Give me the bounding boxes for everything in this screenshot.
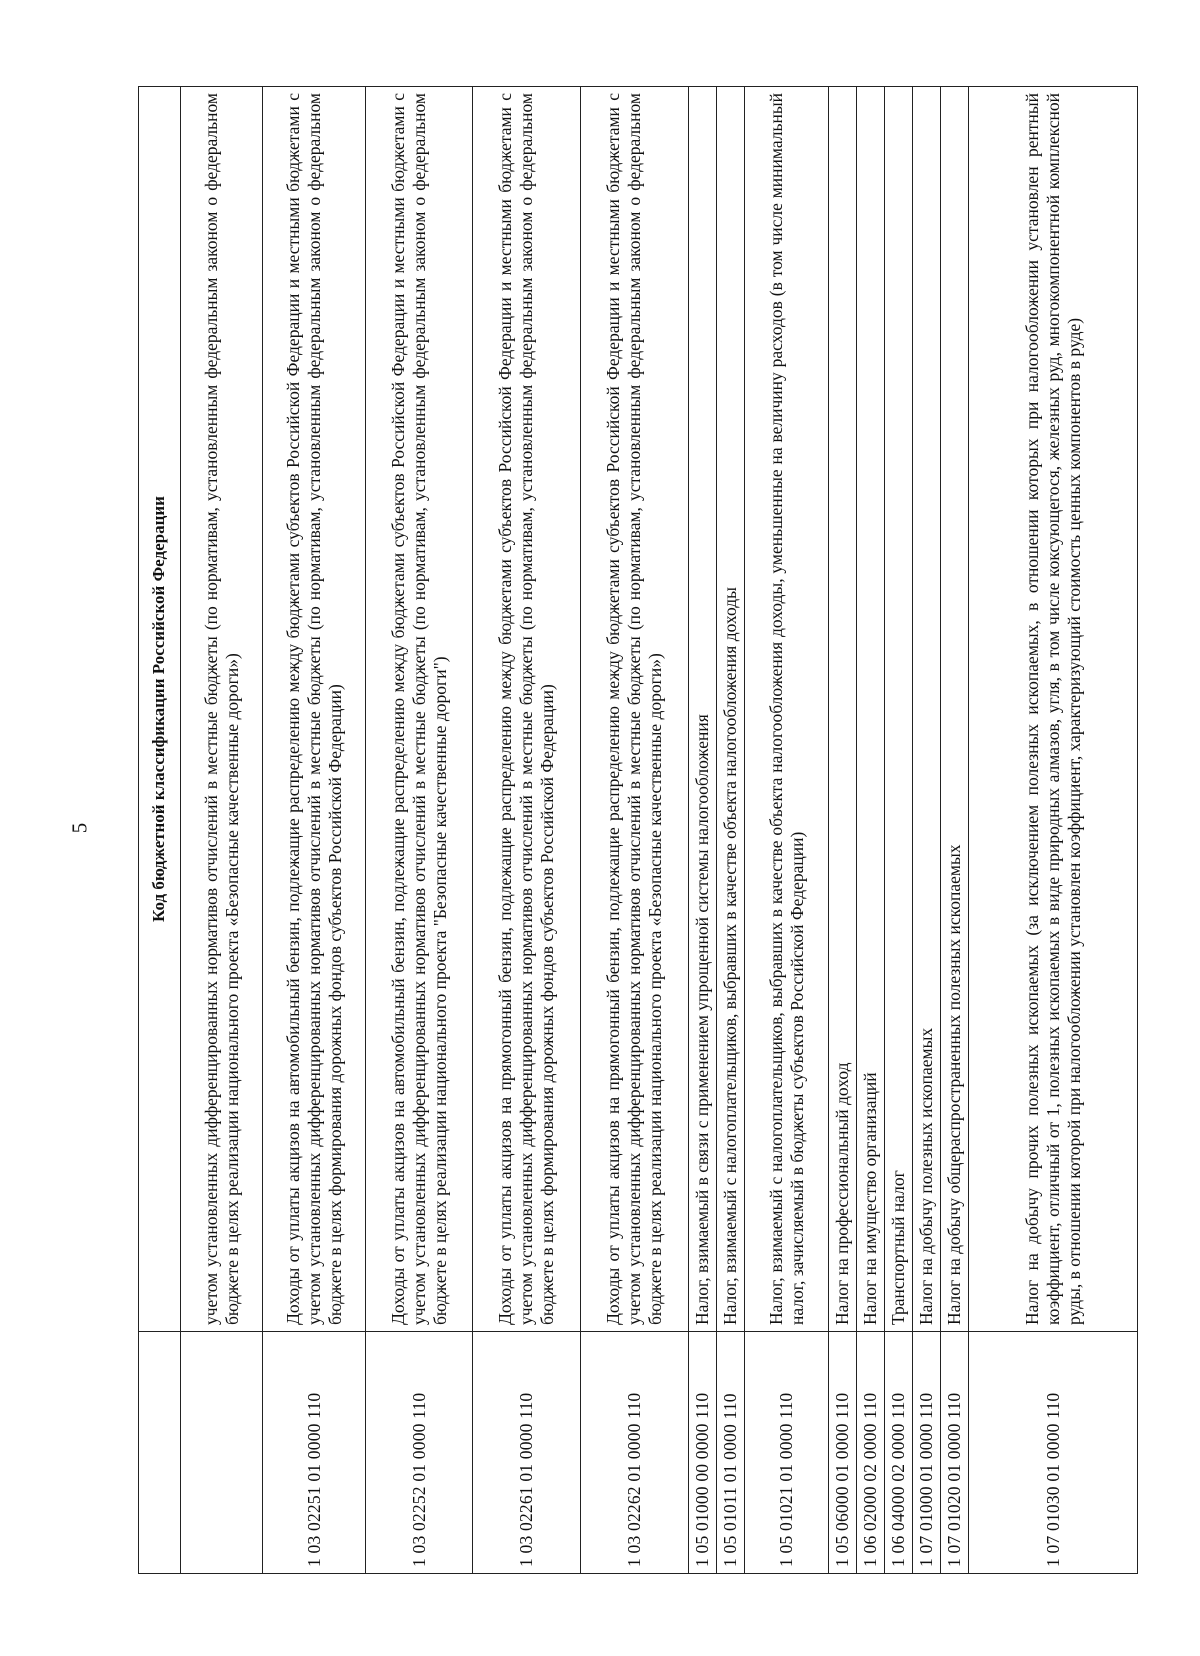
table-row [745, 87, 829, 1574]
code-cell: 1 07 01030 01 0000 110 [969, 1332, 1138, 1574]
description-cell: Доходы от уплаты акцизов на автомобильный бензин, подлежащие распределению между бюджетами субъектов Российской Федерации и местными бюджетами с учетом установленных дифференцированных нормативов отчислений в местные бюджеты (по нормативам, установленным федеральным законом о федеральном бюджете в целях реализации национального проекта "Безопасные качественные дороги") [366, 87, 473, 1332]
description-cell: Транспортный налог [885, 87, 913, 1332]
code-cell: 1 07 01020 01 0000 110 [941, 1332, 969, 1574]
table-row [473, 87, 581, 1574]
description-cell: учетом установленных дифференцированных нормативов отчислений в местные бюджеты (по нормативам, установленным федеральным законом о федеральном бюджете в целях реализации национального проекта «Безопасные качественные дороги») [181, 87, 263, 1332]
description-cell: Доходы от уплаты акцизов на прямогонный бензин, подлежащие распределению между бюджетами субъектов Российской Федерации и местными бюджетами с учетом установленных дифференцированных нормативов отчислений в местные бюджеты (по нормативам, установленным федеральным законом о федеральном бюджете в целях формирования дорожных фондов субъектов Российской Федерации) [473, 87, 581, 1332]
code-cell: 1 03 02262 01 0000 110 [581, 1332, 689, 1574]
table-row [366, 87, 473, 1574]
table-header-row [139, 87, 181, 1574]
code-cell: 1 06 04000 02 0000 110 [885, 1332, 913, 1574]
table-row [969, 87, 1138, 1574]
code-cell: 1 03 02261 01 0000 110 [473, 1332, 581, 1574]
table-row [885, 87, 913, 1574]
table-row [913, 87, 941, 1574]
header-title-cell: Код бюджетной классификации Российской Федерации [139, 87, 181, 1332]
description-cell: Налог на добычу прочих полезных ископаемых (за исключением полезных ископаемых, в отношении которых при налогообложении установлен рентный коэффициент, отличный от 1, полезных ископаемых в виде природных алмазов, угля, в том числе коксующегося, железных руд, многокомпонентной комплексной руды, в отношении которой при налогообложении установлен коэффициент, характеризующий стоимость ценных компонентов в руде) [969, 87, 1138, 1332]
page-number: 5 [67, 822, 92, 834]
description-cell: Налог на имущество организаций [857, 87, 885, 1332]
code-cell: 1 05 01021 01 0000 110 [745, 1332, 829, 1574]
description-cell: Доходы от уплаты акцизов на прямогонный бензин, подлежащие распределению между бюджетами субъектов Российской Федерации и местными бюджетами с учетом установленных дифференцированных нормативов отчислений в местные бюджеты (по нормативам, установленным федеральным законом о федеральном бюджете в целях реализации национального проекта «Безопасные качественные дороги») [581, 87, 689, 1332]
table-row [941, 87, 969, 1574]
description-cell: Налог на добычу общераспространенных полезных ископаемых [941, 87, 969, 1332]
description-cell: Налог, взимаемый с налогоплательщиков, выбравших в качестве объекта налогообложения доходы [717, 87, 745, 1332]
header-code-cell [139, 1332, 181, 1574]
code-cell: 1 05 06000 01 0000 110 [829, 1332, 857, 1574]
table-row [829, 87, 857, 1574]
code-cell: 1 07 01000 01 0000 110 [913, 1332, 941, 1574]
table-row [263, 87, 366, 1574]
code-cell: 1 06 02000 02 0000 110 [857, 1332, 885, 1574]
table-row [581, 87, 689, 1574]
description-cell: Доходы от уплаты акцизов на автомобильный бензин, подлежащие распределению между бюджетами субъектов Российской Федерации и местными бюджетами с учетом установленных дифференцированных нормативов отчислений в местные бюджеты (по нормативам, установленным федеральным законом о федеральном бюджете в целях формирования дорожных фондов субъектов Российской Федерации) [263, 87, 366, 1332]
code-cell: 1 05 01000 00 0000 110 [689, 1332, 717, 1574]
table-row [717, 87, 745, 1574]
table-row [689, 87, 717, 1574]
code-cell: 1 03 02251 01 0000 110 [263, 1332, 366, 1574]
description-cell: Налог, взимаемый в связи с применением упрощенной системы налогообложения [689, 87, 717, 1332]
description-cell: Налог на добычу полезных ископаемых [913, 87, 941, 1332]
rotated-table-container [138, 86, 1138, 1574]
code-cell [181, 1332, 263, 1574]
budget-classification-table [138, 86, 1138, 1574]
table-row [857, 87, 885, 1574]
code-cell: 1 05 01011 01 0000 110 [717, 1332, 745, 1574]
description-cell: Налог на профессиональный доход [829, 87, 857, 1332]
description-cell: Налог, взимаемый с налогоплательщиков, выбравших в качестве объекта налогообложения доходы, уменьшенные на величину расходов (в том числе минимальный налог, зачисляемый в бюджеты субъектов Российской Федерации) [745, 87, 829, 1332]
table-row [181, 87, 263, 1574]
code-cell: 1 03 02252 01 0000 110 [366, 1332, 473, 1574]
